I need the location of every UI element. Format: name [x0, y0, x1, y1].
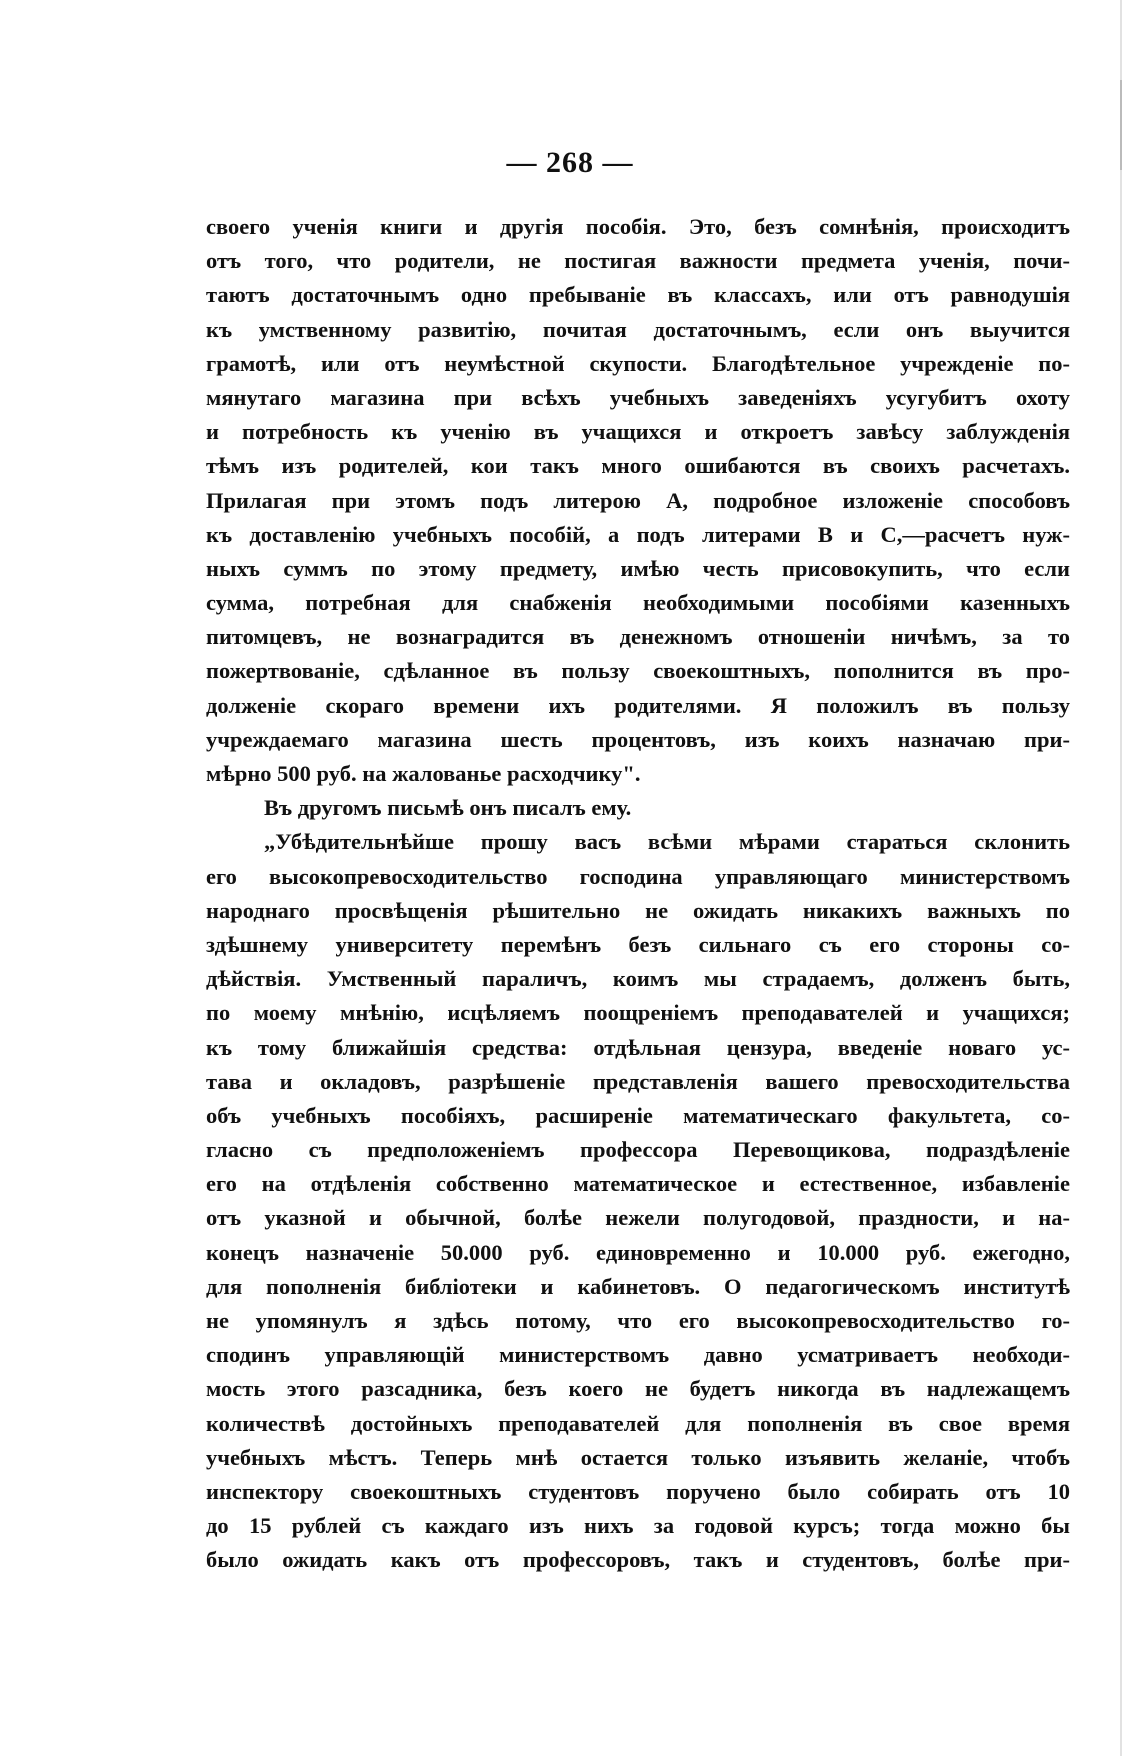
text-line: питомцевъ, не вознаградится въ денежномъ отношеніи ничѣмъ, за то	[206, 624, 1070, 650]
text-line: грамотѣ, или отъ неумѣстной скупости. Благодѣтельное учрежденіе по-	[206, 350, 1070, 376]
text-line: тѣмъ изъ родителей, кои такъ много ошибаются въ своихъ расчетахъ.	[206, 453, 1070, 479]
text-line: инспектору своекоштныхъ студентовъ поручено было собирать отъ 10	[206, 1478, 1070, 1504]
text-line: народнаго просвѣщенія рѣшительно не ожидать никакихъ важныхъ по	[206, 897, 1070, 923]
text-line: конецъ назначеніе 50.000 руб. единовременно и 10.000 руб. ежегодно,	[206, 1239, 1070, 1265]
text-line: здѣшнему университету перемѣнъ безъ сильнаго съ его стороны со-	[206, 931, 1070, 957]
text-line: не упомянулъ я здѣсь потому, что его высокопревосходительство го-	[206, 1308, 1070, 1333]
text-line: къ тому ближайшія средства: отдѣльная цензура, введеніе новаго ус-	[206, 1034, 1070, 1060]
text-line: его на отдѣленія собственно математическое и естественное, избавленіе	[206, 1171, 1070, 1197]
text-line: учреждаемаго магазина шесть процентовъ, изъ коихъ назначаю при-	[206, 726, 1070, 752]
text-line: Въ другомъ письмѣ онъ писалъ ему.	[264, 795, 632, 821]
text-line: его высокопревосходительство господина управляющаго министерствомъ	[206, 863, 1070, 889]
text-line: отъ того, что родители, не постигая важности предмета ученія, почи-	[206, 248, 1070, 274]
text-line: для пополненія библіотеки и кабинетовъ. О педагогическомъ институтѣ	[206, 1273, 1070, 1299]
text-line: мость этого разсадника, безъ коего не будетъ никогда въ надлежащемъ	[206, 1376, 1070, 1402]
text-line: и потребность къ ученію въ учащихся и откроетъ завѣсу заблужденія	[206, 419, 1070, 445]
text-line: по моему мнѣнію, исцѣляемъ поощреніемъ преподавателей и учащихся;	[206, 1000, 1070, 1026]
text-line: Прилагая при этомъ подъ литерою А, подробное изложеніе способовъ	[206, 487, 1070, 513]
text-line: отъ указной и обычной, болѣе нежели полугодовой, праздности, и на-	[206, 1205, 1070, 1231]
page-edge-rule	[1120, 0, 1122, 1756]
page-number: — 268 —	[506, 146, 634, 179]
text-line: къ умственному развитію, почитая достаточнымъ, если онъ выучится	[206, 316, 1070, 342]
text-line: долженіе скораго времени ихъ родителями. Я положилъ въ пользу	[206, 692, 1070, 718]
text-line: объ учебныхъ пособіяхъ, расширеніе математическаго факультета, со-	[206, 1102, 1070, 1128]
text-line: до 15 рублей съ каждаго изъ нихъ за годовой курсъ; тогда можно бы	[206, 1513, 1070, 1539]
text-line: мѣрно 500 руб. на жалованье расходчику".	[206, 761, 641, 786]
text-line: ныхъ суммъ по этому предмету, имѣю честь присовокупить, что если	[206, 555, 1070, 581]
text-line: своего ученія книги и другія пособія. Это, безъ сомнѣнія, происходитъ	[206, 214, 1070, 239]
text-line: сумма, потребная для снабженія необходимыми пособіями казенныхъ	[206, 590, 1070, 616]
text-line: дѣйствія. Умственный параличъ, коимъ мы страдаемъ, долженъ быть,	[206, 966, 1070, 992]
text-line: учебныхъ мѣстъ. Теперь мнѣ остается только изъявить желаніе, чтобъ	[206, 1444, 1070, 1470]
text-line: пожертвованіе, сдѣланное въ пользу своекоштныхъ, пополнится въ про-	[206, 658, 1070, 684]
text-line: „Убѣдительнѣйше прошу васъ всѣми мѣрами стараться склонить	[264, 829, 1070, 855]
text-line: къ доставленію учебныхъ пособій, а подъ литерами В и С,—расчетъ нуж-	[206, 521, 1070, 547]
text-line: сподинъ управляющій министерствомъ давно усматриваетъ необходи-	[206, 1342, 1070, 1368]
text-line: тава и окладовъ, разрѣшеніе представленія вашего превосходительства	[206, 1068, 1070, 1094]
text-line: количествѣ достойныхъ преподавателей для пополненія въ свое время	[206, 1410, 1070, 1436]
text-line: таютъ достаточнымъ одно пребываніе въ классахъ, или отъ равнодушія	[206, 282, 1070, 308]
text-line: было ожидать какъ отъ профессоровъ, такъ и студентовъ, болѣе при-	[206, 1547, 1070, 1573]
text-line: мянутаго магазина при всѣхъ учебныхъ заведеніяхъ усугубитъ охоту	[206, 384, 1070, 410]
body-text	[206, 210, 1070, 1578]
text-line: гласно съ предположеніемъ профессора Перевощикова, подраздѣленіе	[206, 1137, 1070, 1163]
